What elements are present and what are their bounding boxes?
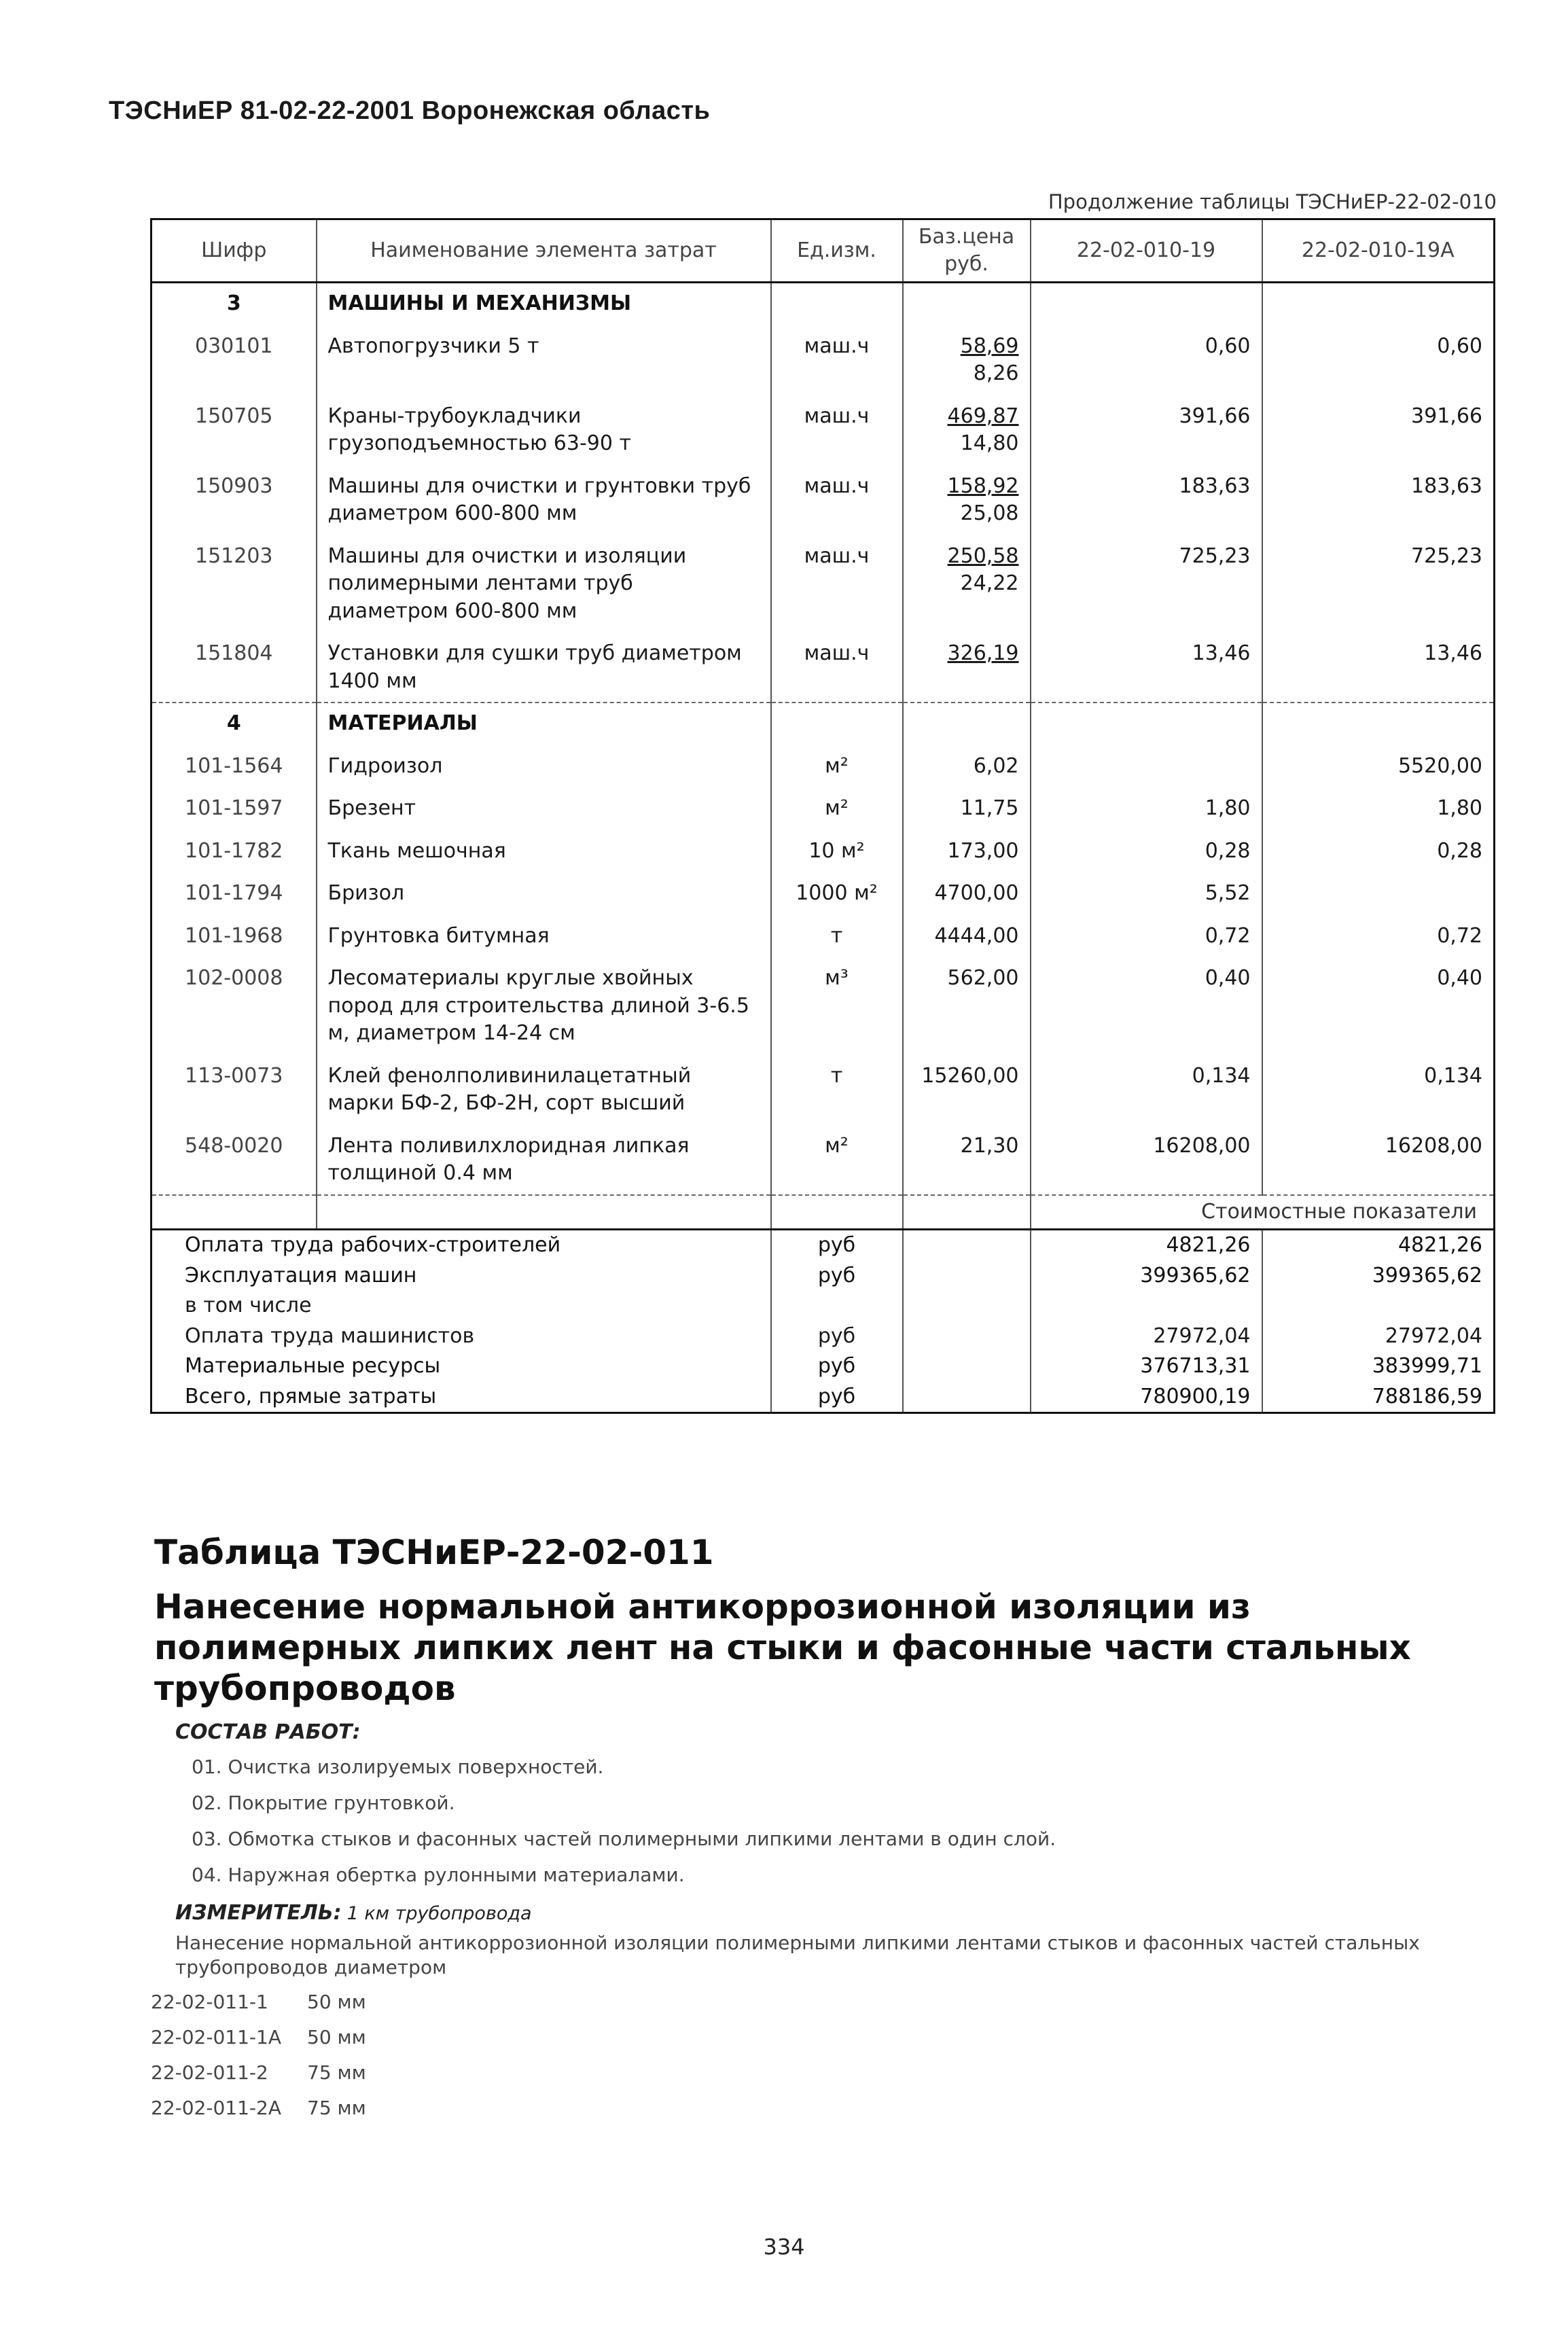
summary-row bbox=[152, 1351, 1495, 1382]
resource-price: 6,02 bbox=[903, 745, 1031, 787]
table-row bbox=[152, 535, 1495, 633]
next-table-title: Таблица ТЭСНиЕР-22-02-011 bbox=[154, 1533, 714, 1572]
value-col-19: 0,28 bbox=[1031, 830, 1262, 872]
resource-unit: маш.ч bbox=[771, 632, 903, 703]
summary-unit: руб bbox=[771, 1382, 903, 1413]
table-row bbox=[152, 395, 1495, 465]
summary-unit: руб bbox=[771, 1321, 903, 1352]
resource-unit: м³ bbox=[771, 957, 903, 1054]
resource-name: Брезент bbox=[317, 787, 771, 830]
table-body bbox=[152, 283, 1495, 703]
cost-indicators-label: Стоимостные показатели bbox=[1031, 1195, 1495, 1230]
summary-col-19 bbox=[1031, 1291, 1262, 1321]
section-title: МАТЕРИАЛЫ bbox=[317, 703, 771, 745]
variant-code: 22-02-011-1 bbox=[151, 1991, 268, 2013]
resource-price bbox=[903, 632, 1031, 703]
resource-price: 15260,00 bbox=[903, 1054, 1031, 1124]
table-row bbox=[152, 914, 1495, 957]
resource-price: 173,00 bbox=[903, 830, 1031, 872]
measure-label: ИЗМЕРИТЕЛЬ: bbox=[175, 1901, 342, 1925]
resource-unit: т bbox=[771, 914, 903, 957]
section-number: 4 bbox=[152, 703, 317, 745]
header-unit: Ед.изм. bbox=[771, 219, 903, 283]
summary-row bbox=[152, 1230, 1495, 1261]
resource-code: 150903 bbox=[152, 465, 317, 535]
resource-price: 562,00 bbox=[903, 957, 1031, 1054]
resource-name: Краны-трубоукладчики грузоподъемностью 63-90 т bbox=[317, 395, 771, 465]
resource-name: Лента поливилхлоридная липкая толщиной 0.4 мм bbox=[317, 1124, 771, 1195]
norm-table bbox=[150, 218, 1495, 1414]
resource-code: 113-0073 bbox=[152, 1054, 317, 1124]
summary-col-19: 780900,19 bbox=[1031, 1382, 1262, 1413]
table-row bbox=[152, 325, 1495, 395]
resource-code: 150705 bbox=[152, 395, 317, 465]
variant-code: 22-02-011-2А bbox=[151, 2097, 281, 2119]
table-row bbox=[152, 957, 1495, 1054]
summary-row bbox=[152, 1321, 1495, 1352]
resource-price bbox=[903, 395, 1031, 465]
price-labor: 25,08 bbox=[960, 501, 1019, 525]
variant-code: 22-02-011-2 bbox=[151, 2061, 268, 2084]
resource-price: 21,30 bbox=[903, 1124, 1031, 1195]
header-name: Наименование элемента затрат bbox=[317, 219, 771, 283]
summary-body bbox=[152, 1195, 1495, 1413]
value-col-19a: 725,23 bbox=[1262, 535, 1495, 633]
variant-item bbox=[151, 2097, 366, 2132]
work-item: 01. Очистка изолируемых поверхностей. bbox=[192, 1756, 604, 1778]
variant-item bbox=[151, 2026, 366, 2061]
value-col-19a: 183,63 bbox=[1262, 465, 1495, 535]
works-heading: СОСТАВ РАБОТ: bbox=[175, 1720, 361, 1744]
variant-diameter: 50 мм bbox=[307, 1991, 366, 2013]
value-col-19a bbox=[1262, 872, 1495, 914]
resource-unit: маш.ч bbox=[771, 395, 903, 465]
summary-col-19: 399365,62 bbox=[1031, 1261, 1262, 1292]
cost-indicators-row bbox=[152, 1195, 1495, 1230]
value-col-19a: 13,46 bbox=[1262, 632, 1495, 703]
measure-value: 1 км трубопровода bbox=[346, 1903, 532, 1924]
table-row bbox=[152, 830, 1495, 872]
value-col-19a: 0,28 bbox=[1262, 830, 1495, 872]
summary-unit: руб bbox=[771, 1230, 903, 1261]
resource-code: 030101 bbox=[152, 325, 317, 395]
value-col-19: 0,72 bbox=[1031, 914, 1262, 957]
table-row bbox=[152, 1124, 1495, 1195]
resource-code: 101-1564 bbox=[152, 745, 317, 787]
summary-empty bbox=[903, 1291, 1031, 1321]
summary-row bbox=[152, 1382, 1495, 1413]
summary-empty bbox=[903, 1351, 1031, 1382]
summary-label: Оплата труда рабочих-строителей bbox=[152, 1230, 771, 1261]
summary-unit: руб bbox=[771, 1351, 903, 1382]
value-col-19: 0,40 bbox=[1031, 957, 1262, 1054]
resource-code: 151203 bbox=[152, 535, 317, 633]
materials-body bbox=[152, 703, 1495, 1195]
variant-diameter: 75 мм bbox=[307, 2097, 366, 2119]
resource-name: Установки для сушки труб диаметром 1400 мм bbox=[317, 632, 771, 703]
next-table-subtitle: Нанесение нормальной антикоррозионной изоляции из полимерных липких лент на стыки и фасонные части стальных трубопроводов bbox=[154, 1587, 1411, 1708]
header-col-19a: 22-02-010-19А bbox=[1262, 219, 1495, 283]
price-base: 158,92 bbox=[947, 474, 1019, 498]
table-row bbox=[152, 872, 1495, 914]
variant-diameter: 75 мм bbox=[307, 2061, 366, 2084]
table-row bbox=[152, 632, 1495, 703]
summary-empty bbox=[903, 1321, 1031, 1352]
value-col-19: 725,23 bbox=[1031, 535, 1262, 633]
variant-item bbox=[151, 2061, 366, 2097]
norm-description: Нанесение нормальной антикоррозионной изоляции полимерными липкими лентами стыков и фасонных частей стальных трубопроводов диаметром bbox=[175, 1932, 1420, 1979]
table-continuation-note: Продолжение таблицы ТЭСНиЕР-22-02-010 bbox=[1048, 190, 1497, 213]
table-header-row bbox=[152, 219, 1495, 283]
resource-unit: 10 м² bbox=[771, 830, 903, 872]
summary-label: Всего, прямые затраты bbox=[152, 1382, 771, 1413]
resource-unit: т bbox=[771, 1054, 903, 1124]
price-base: 250,58 bbox=[947, 544, 1019, 568]
resource-unit: м² bbox=[771, 745, 903, 787]
summary-col-19: 27972,04 bbox=[1031, 1321, 1262, 1352]
value-col-19a: 1,80 bbox=[1262, 787, 1495, 830]
summary-row bbox=[152, 1291, 1495, 1321]
value-col-19a: 16208,00 bbox=[1262, 1124, 1495, 1195]
resource-code: 151804 bbox=[152, 632, 317, 703]
summary-unit bbox=[771, 1291, 903, 1321]
summary-col-19a bbox=[1262, 1291, 1495, 1321]
summary-col-19a: 383999,71 bbox=[1262, 1351, 1495, 1382]
resource-name: Бризол bbox=[317, 872, 771, 914]
resource-unit: маш.ч bbox=[771, 325, 903, 395]
variants-list bbox=[151, 1991, 366, 2132]
resource-name: Автопогрузчики 5 т bbox=[317, 325, 771, 395]
value-col-19: 13,46 bbox=[1031, 632, 1262, 703]
resource-code: 101-1782 bbox=[152, 830, 317, 872]
summary-empty bbox=[903, 1382, 1031, 1413]
resource-unit: маш.ч bbox=[771, 535, 903, 633]
price-base: 469,87 bbox=[947, 404, 1019, 428]
work-item: 02. Покрытие грунтовкой. bbox=[192, 1792, 455, 1814]
resource-price bbox=[903, 325, 1031, 395]
value-col-19a: 5520,00 bbox=[1262, 745, 1495, 787]
summary-col-19a: 4821,26 bbox=[1262, 1230, 1495, 1261]
header-code: Шифр bbox=[152, 219, 317, 283]
resource-price: 4444,00 bbox=[903, 914, 1031, 957]
summary-col-19: 4821,26 bbox=[1031, 1230, 1262, 1261]
resource-unit: 1000 м² bbox=[771, 872, 903, 914]
summary-label: Эксплуатация машин bbox=[152, 1261, 771, 1292]
summary-empty bbox=[903, 1230, 1031, 1261]
table-row bbox=[152, 465, 1495, 535]
resource-code: 101-1794 bbox=[152, 872, 317, 914]
value-col-19: 183,63 bbox=[1031, 465, 1262, 535]
resource-name: Ткань мешочная bbox=[317, 830, 771, 872]
summary-label: в том числе bbox=[152, 1291, 771, 1321]
value-col-19: 391,66 bbox=[1031, 395, 1262, 465]
price-base: 58,69 bbox=[960, 334, 1019, 358]
section-row bbox=[152, 703, 1495, 745]
table-row bbox=[152, 787, 1495, 830]
variant-item bbox=[151, 1991, 366, 2026]
resource-name: Машины для очистки и грунтовки труб диаметром 600-800 мм bbox=[317, 465, 771, 535]
resource-unit: м² bbox=[771, 787, 903, 830]
resource-unit: маш.ч bbox=[771, 465, 903, 535]
price-labor: 8,26 bbox=[973, 361, 1019, 385]
works-list bbox=[192, 1756, 1056, 1900]
resource-name: Гидроизол bbox=[317, 745, 771, 787]
header-price: Баз.цена руб. bbox=[903, 219, 1031, 283]
resource-price: 11,75 bbox=[903, 787, 1031, 830]
resource-name: Машины для очистки и изоляции полимерными лентами труб диаметром 600-800 мм bbox=[317, 535, 771, 633]
value-col-19 bbox=[1031, 745, 1262, 787]
variant-code: 22-02-011-1А bbox=[151, 2026, 281, 2048]
resource-name: Лесоматериалы круглые хвойных пород для строительства длиной 3-6.5 м, диаметром 14-24 см bbox=[317, 957, 771, 1054]
table-row bbox=[152, 745, 1495, 787]
value-col-19a: 0,60 bbox=[1262, 325, 1495, 395]
resource-name: Грунтовка битумная bbox=[317, 914, 771, 957]
section-number: 3 bbox=[152, 283, 317, 325]
summary-unit: руб bbox=[771, 1261, 903, 1292]
value-col-19a: 0,134 bbox=[1262, 1054, 1495, 1124]
value-col-19: 1,80 bbox=[1031, 787, 1262, 830]
resource-code: 101-1597 bbox=[152, 787, 317, 830]
summary-col-19a: 27972,04 bbox=[1262, 1321, 1495, 1352]
resource-price bbox=[903, 535, 1031, 633]
norm-table-container bbox=[150, 218, 1493, 1414]
resource-code: 102-0008 bbox=[152, 957, 317, 1054]
value-col-19a: 0,72 bbox=[1262, 914, 1495, 957]
header-col-19: 22-02-010-19 bbox=[1031, 219, 1262, 283]
price-labor: 14,80 bbox=[960, 431, 1019, 455]
work-item: 03. Обмотка стыков и фасонных частей полимерными липкими лентами в один слой. bbox=[192, 1828, 1056, 1850]
summary-col-19a: 399365,62 bbox=[1262, 1261, 1495, 1292]
table-row bbox=[152, 1054, 1495, 1124]
section-title: МАШИНЫ И МЕХАНИЗМЫ bbox=[317, 283, 771, 325]
summary-col-19: 376713,31 bbox=[1031, 1351, 1262, 1382]
resource-code: 101-1968 bbox=[152, 914, 317, 957]
resource-unit: м² bbox=[771, 1124, 903, 1195]
summary-empty bbox=[903, 1261, 1031, 1292]
resource-price bbox=[903, 465, 1031, 535]
value-col-19: 16208,00 bbox=[1031, 1124, 1262, 1195]
value-col-19: 0,60 bbox=[1031, 325, 1262, 395]
summary-label: Материальные ресурсы bbox=[152, 1351, 771, 1382]
measure-unit bbox=[175, 1901, 532, 1925]
price-labor: 24,22 bbox=[960, 571, 1019, 595]
resource-code: 548-0020 bbox=[152, 1124, 317, 1195]
summary-label: Оплата труда машинистов bbox=[152, 1321, 771, 1352]
price-base: 326,19 bbox=[947, 641, 1019, 665]
summary-row bbox=[152, 1261, 1495, 1292]
document-header: ТЭСНиЕР 81-02-22-2001 Воронежская область bbox=[109, 96, 711, 125]
summary-col-19a: 788186,59 bbox=[1262, 1382, 1495, 1413]
resource-name: Клей фенолполивинилацетатный марки БФ-2, БФ-2Н, сорт высший bbox=[317, 1054, 771, 1124]
work-item: 04. Наружная обертка рулонными материалами. bbox=[192, 1864, 685, 1886]
section-row bbox=[152, 283, 1495, 325]
value-col-19: 5,52 bbox=[1031, 872, 1262, 914]
value-col-19: 0,134 bbox=[1031, 1054, 1262, 1124]
value-col-19a: 0,40 bbox=[1262, 957, 1495, 1054]
page-number: 334 bbox=[763, 2234, 805, 2260]
resource-price: 4700,00 bbox=[903, 872, 1031, 914]
variant-diameter: 50 мм bbox=[307, 2026, 366, 2048]
value-col-19a: 391,66 bbox=[1262, 395, 1495, 465]
